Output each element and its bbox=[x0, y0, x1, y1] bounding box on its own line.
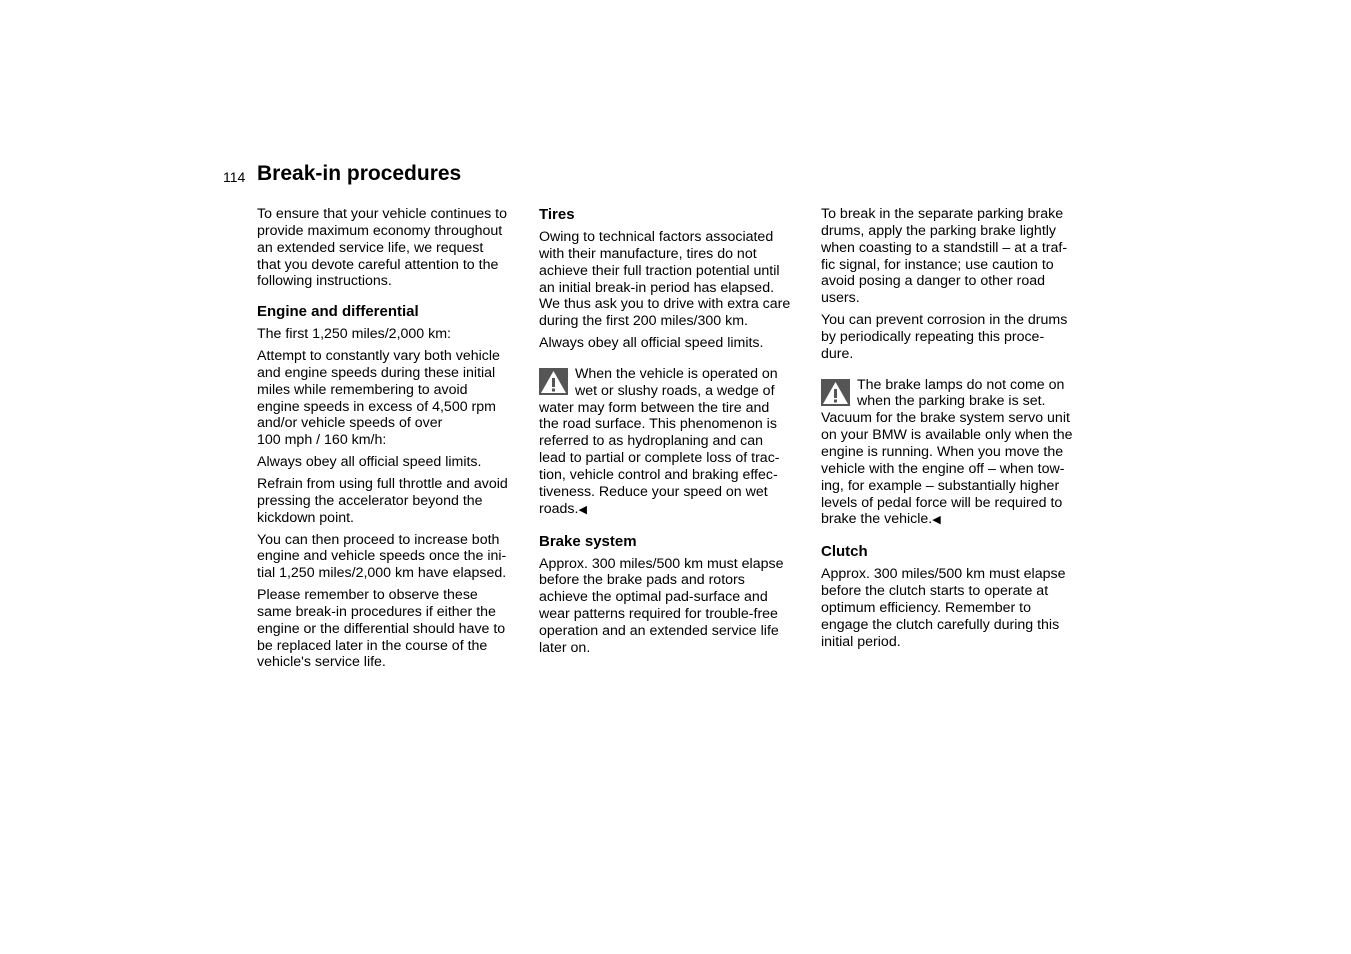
page-number: 114 bbox=[223, 169, 246, 185]
heading-tires: Tires bbox=[539, 206, 575, 223]
paragraph: Always obey all official speed limits. bbox=[539, 335, 764, 352]
paragraph: Approx. 300 miles/500 km must elapse before the brake pads and rotors achieve the optimal pad-surface and wear patterns required for trouble-free operation and an extended service life later on. bbox=[539, 555, 784, 656]
column-3 bbox=[821, 206, 1096, 655]
paragraph: Attempt to constantly vary both vehicle and engine speeds during these initial miles while remembering to avoid engine speeds in excess of 4,500 rpm and/or vehicle speeds of over 100 mph / 160 km/h: bbox=[257, 348, 500, 449]
column-1 bbox=[257, 206, 532, 676]
warning-note bbox=[539, 366, 814, 519]
paragraph: Approx. 300 miles/500 km must elapse before the clutch starts to operate at optimum efficiency. Remember to engage the clutch carefully during this initial period. bbox=[821, 566, 1066, 650]
warning-text: The brake lamps do not come on when the parking brake is set. Vacuum for the brake system servo unit on your BMW is available only when the engine is running. When you move the vehicle with the engine off – when tow- ing, for example – substantially higher levels of pedal force will be required to brake the vehicle. bbox=[821, 376, 1073, 528]
warning-icon bbox=[821, 379, 850, 406]
warning-icon bbox=[539, 368, 568, 395]
warning-text: When the vehicle is operated on wet or slushy roads, a wedge of water may form between the tire and the road surface. This phenomenon is referred to as hydroplaning and can lead to partial or complete loss of trac- tion, vehicle control and braking effec- tiveness. Reduce your speed on wet roads. bbox=[539, 365, 780, 517]
warning-note bbox=[821, 377, 1096, 530]
paragraph: To break in the separate parking brake drums, apply the parking brake lightly when coasting to a standstill – at a traf- fic signal, for instance; use caution to avoid posing a danger to other road users. bbox=[821, 206, 1068, 307]
end-mark-icon: ◀ bbox=[932, 514, 941, 527]
end-mark-icon: ◀ bbox=[578, 503, 587, 516]
column-2 bbox=[539, 206, 814, 662]
page-title: Break-in procedures bbox=[257, 162, 462, 185]
intro-paragraph: To ensure that your vehicle continues to provide maximum economy throughout an extended service life, we request that you devote careful attention to the following instructions. bbox=[257, 206, 508, 290]
paragraph: Refrain from using full throttle and avoid pressing the accelerator beyond the kickdown point. bbox=[257, 475, 508, 526]
paragraph: You can then proceed to increase both engine and vehicle speeds once the ini- tial 1,250 miles/2,000 km have elapsed. bbox=[257, 531, 507, 582]
paragraph: The first 1,250 miles/2,000 km: bbox=[257, 326, 451, 343]
heading-clutch: Clutch bbox=[821, 543, 868, 561]
paragraph: Owing to technical factors associated with their manufacture, tires do not achieve their full traction potential until an initial break-in period has elapsed. We thus ask you to drive with extra care during the first 200 miles/300 km. bbox=[539, 229, 791, 330]
paragraph: You can prevent corrosion in the drums by periodically repeating this proce- dure. bbox=[821, 312, 1068, 362]
paragraph: Always obey all official speed limits. bbox=[257, 454, 482, 471]
heading-engine-differential: Engine and differential bbox=[257, 303, 419, 321]
heading-brake-system: Brake system bbox=[539, 532, 637, 550]
paragraph: Please remember to observe these same break-in procedures if either the engine or the differential should have to be replaced later in the course of the vehicle's service life. bbox=[257, 587, 506, 671]
